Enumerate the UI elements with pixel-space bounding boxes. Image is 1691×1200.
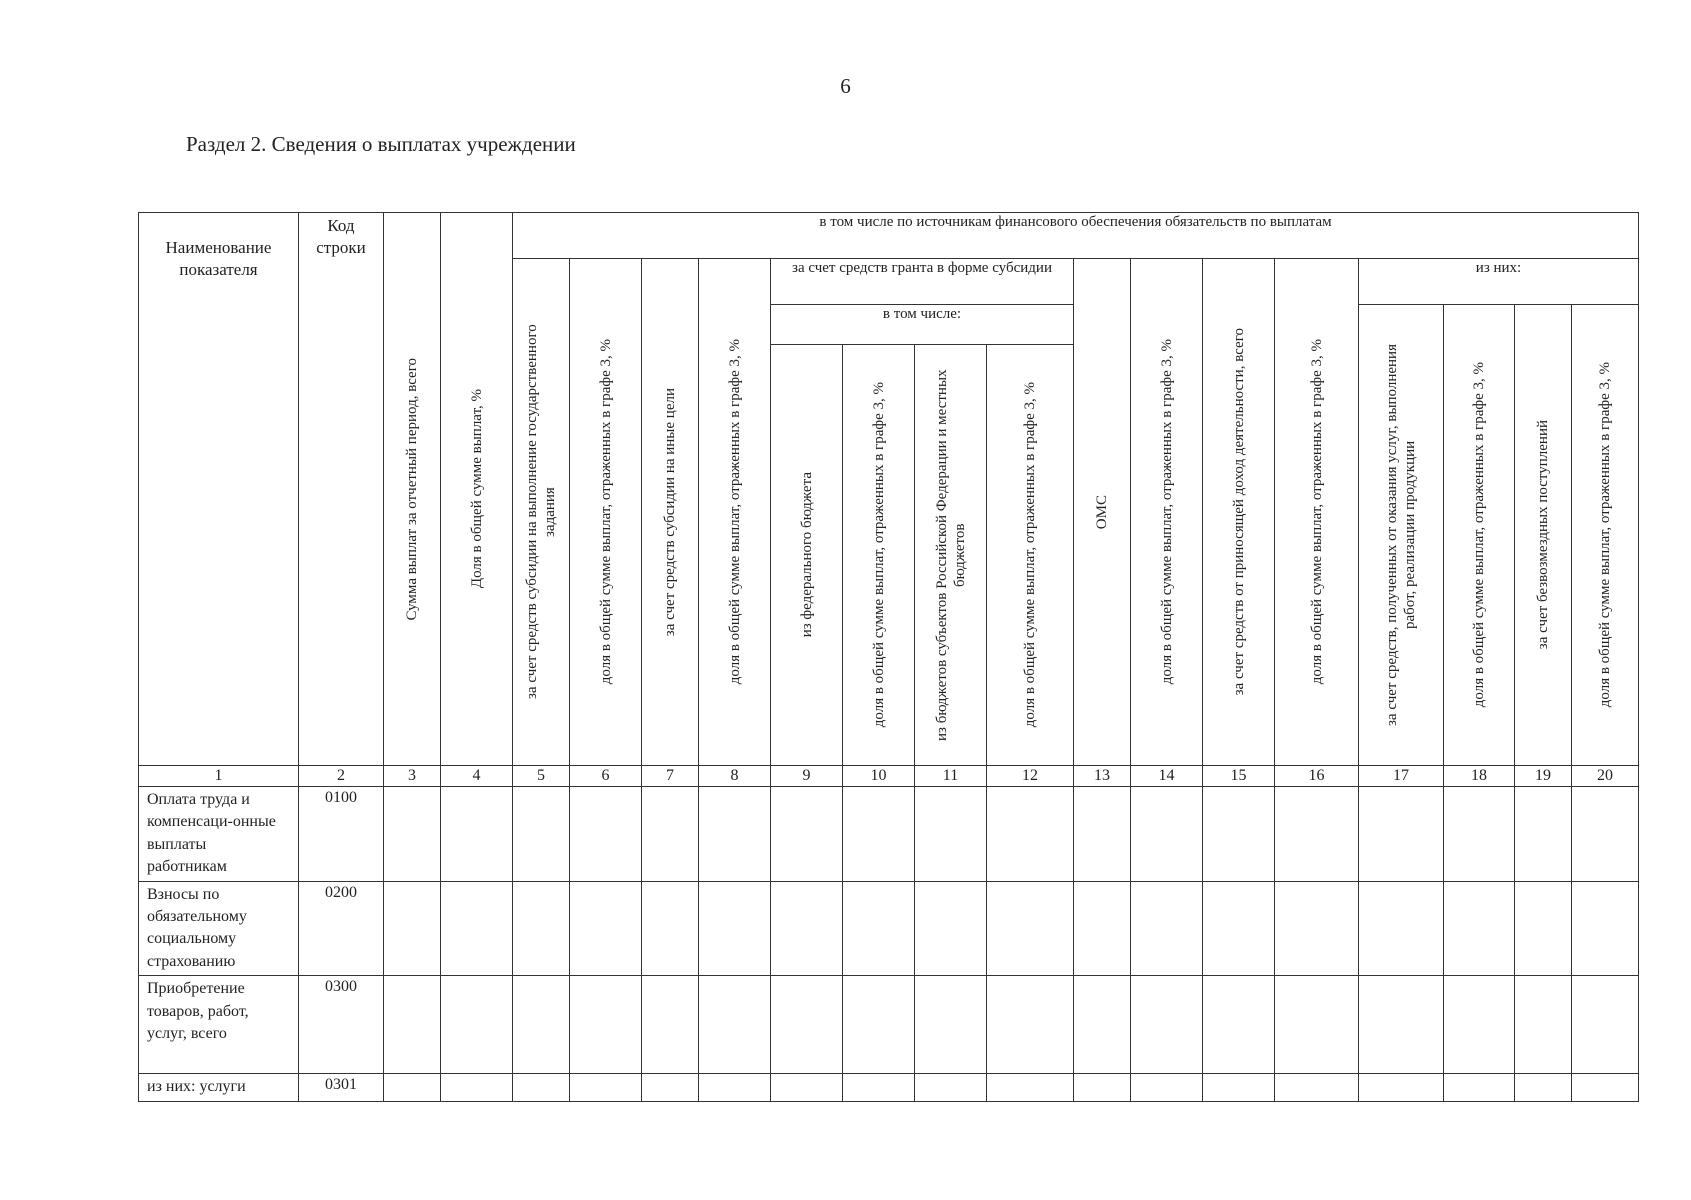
data-cell[interactable] bbox=[843, 976, 915, 1074]
column-number: 20 bbox=[1572, 766, 1639, 787]
column-number: 2 bbox=[299, 766, 384, 787]
table-row bbox=[139, 881, 1639, 976]
data-cell[interactable] bbox=[1074, 787, 1131, 882]
column-number: 13 bbox=[1074, 766, 1131, 787]
column-number-row bbox=[139, 766, 1639, 787]
data-cell[interactable] bbox=[1131, 1074, 1203, 1101]
column-number: 10 bbox=[843, 766, 915, 787]
data-cell[interactable] bbox=[1572, 787, 1639, 882]
header-col-14: доля в общей сумме выплат, отраженных в графе 3, % bbox=[1131, 259, 1203, 766]
header-col-7: за счет средств субсидии на иные цели bbox=[642, 259, 699, 766]
header-col-9: из федерального бюджета bbox=[771, 345, 843, 766]
data-cell[interactable] bbox=[1131, 881, 1203, 976]
data-cell[interactable] bbox=[513, 881, 570, 976]
data-cell[interactable] bbox=[987, 1074, 1074, 1101]
data-cell[interactable] bbox=[771, 787, 843, 882]
column-number: 12 bbox=[987, 766, 1074, 787]
header-col-13: ОМС bbox=[1074, 259, 1131, 766]
data-cell[interactable] bbox=[513, 787, 570, 882]
data-cell[interactable] bbox=[1359, 881, 1444, 976]
column-number: 7 bbox=[642, 766, 699, 787]
data-cell[interactable] bbox=[843, 1074, 915, 1101]
data-cell[interactable] bbox=[915, 881, 987, 976]
column-number: 8 bbox=[699, 766, 771, 787]
column-number: 6 bbox=[570, 766, 642, 787]
row-name: из них: услуги bbox=[139, 1074, 299, 1101]
row-code: 0301 bbox=[299, 1074, 384, 1101]
header-grant-sub: в том числе: bbox=[771, 305, 1074, 345]
data-cell[interactable] bbox=[699, 881, 771, 976]
data-cell[interactable] bbox=[915, 787, 987, 882]
data-cell[interactable] bbox=[1275, 881, 1359, 976]
data-cell[interactable] bbox=[1074, 881, 1131, 976]
data-cell[interactable] bbox=[570, 976, 642, 1074]
column-number: 16 bbox=[1275, 766, 1359, 787]
column-number: 3 bbox=[384, 766, 441, 787]
column-number: 17 bbox=[1359, 766, 1444, 787]
data-cell[interactable] bbox=[1515, 787, 1572, 882]
data-cell[interactable] bbox=[1515, 881, 1572, 976]
column-number: 4 bbox=[441, 766, 513, 787]
data-cell[interactable] bbox=[1203, 1074, 1275, 1101]
data-cell[interactable] bbox=[513, 976, 570, 1074]
data-cell[interactable] bbox=[771, 976, 843, 1074]
data-cell[interactable] bbox=[642, 976, 699, 1074]
column-number: 18 bbox=[1444, 766, 1515, 787]
data-cell[interactable] bbox=[1515, 976, 1572, 1074]
data-cell[interactable] bbox=[441, 1074, 513, 1101]
data-cell[interactable] bbox=[1275, 1074, 1359, 1101]
data-cell[interactable] bbox=[843, 881, 915, 976]
data-cell[interactable] bbox=[771, 1074, 843, 1101]
column-number: 11 bbox=[915, 766, 987, 787]
data-cell[interactable] bbox=[699, 787, 771, 882]
data-cell[interactable] bbox=[1444, 787, 1515, 882]
payments-table bbox=[138, 212, 1639, 1102]
data-cell[interactable] bbox=[915, 1074, 987, 1101]
data-cell[interactable] bbox=[699, 1074, 771, 1101]
row-code: 0100 bbox=[299, 787, 384, 882]
data-cell[interactable] bbox=[987, 787, 1074, 882]
header-row-code: Код строки bbox=[299, 213, 384, 766]
data-cell[interactable] bbox=[1131, 976, 1203, 1074]
data-cell[interactable] bbox=[987, 976, 1074, 1074]
row-code: 0300 bbox=[299, 976, 384, 1074]
header-indicator-name: Наименование показателя bbox=[139, 213, 299, 766]
row-name: Приобретение товаров, работ, услуг, всего bbox=[139, 976, 299, 1074]
header-col-16: доля в общей сумме выплат, отраженных в графе 3, % bbox=[1275, 259, 1359, 766]
page-number: 6 bbox=[840, 74, 851, 98]
data-cell[interactable] bbox=[1203, 881, 1275, 976]
data-cell[interactable] bbox=[384, 976, 441, 1074]
data-cell[interactable] bbox=[384, 881, 441, 976]
column-number: 1 bbox=[139, 766, 299, 787]
data-cell[interactable] bbox=[1444, 1074, 1515, 1101]
data-cell[interactable] bbox=[843, 787, 915, 882]
column-number: 19 bbox=[1515, 766, 1572, 787]
data-cell[interactable] bbox=[1359, 976, 1444, 1074]
data-cell[interactable] bbox=[1515, 1074, 1572, 1101]
header-col-20: доля в общей сумме выплат, отраженных в графе 3, % bbox=[1572, 305, 1639, 766]
header-sources-group: в том числе по источникам финансового обеспечения обязательств по выплатам bbox=[513, 213, 1639, 259]
table-row bbox=[139, 1074, 1639, 1101]
data-cell[interactable] bbox=[987, 881, 1074, 976]
header-col-4: Доля в общей сумме выплат, % bbox=[441, 213, 513, 766]
data-cell[interactable] bbox=[642, 787, 699, 882]
table-row bbox=[139, 976, 1639, 1074]
row-name: Взносы по обязательному социальному страхованию bbox=[139, 881, 299, 976]
table-row bbox=[139, 787, 1639, 882]
data-cell[interactable] bbox=[1444, 976, 1515, 1074]
header-col-19: за счет безвозмездных поступлений bbox=[1515, 305, 1572, 766]
data-cell[interactable] bbox=[1074, 976, 1131, 1074]
column-number: 15 bbox=[1203, 766, 1275, 787]
data-cell[interactable] bbox=[1572, 1074, 1639, 1101]
header-izn-group: из них: bbox=[1359, 259, 1639, 305]
data-cell[interactable] bbox=[699, 976, 771, 1074]
header-col-17: за счет средств, полученных от оказания услуг, выполнения работ, реализации продукции bbox=[1359, 305, 1444, 766]
data-cell[interactable] bbox=[1203, 976, 1275, 1074]
header-col-6: доля в общей сумме выплат, отраженных в графе 3, % bbox=[570, 259, 642, 766]
data-cell[interactable] bbox=[384, 1074, 441, 1101]
data-cell[interactable] bbox=[915, 976, 987, 1074]
data-cell[interactable] bbox=[771, 881, 843, 976]
header-col-3: Сумма выплат за отчетный период, всего bbox=[384, 213, 441, 766]
data-cell[interactable] bbox=[642, 1074, 699, 1101]
header-col-10: доля в общей сумме выплат, отраженных в графе 3, % bbox=[843, 345, 915, 766]
header-col-11: из бюджетов субъектов Российской Федерации и местных бюджетов bbox=[915, 345, 987, 766]
section-title: Раздел 2. Сведения о выплатах учреждении bbox=[186, 132, 576, 156]
header-grant-group: за счет средств гранта в форме субсидии bbox=[771, 259, 1074, 305]
data-cell[interactable] bbox=[441, 881, 513, 976]
data-cell[interactable] bbox=[384, 787, 441, 882]
column-number: 14 bbox=[1131, 766, 1203, 787]
data-cell[interactable] bbox=[1572, 976, 1639, 1074]
data-cell[interactable] bbox=[513, 1074, 570, 1101]
data-cell[interactable] bbox=[1359, 787, 1444, 882]
data-cell[interactable] bbox=[570, 1074, 642, 1101]
data-cell[interactable] bbox=[1275, 787, 1359, 882]
column-number: 5 bbox=[513, 766, 570, 787]
row-name: Оплата труда и компенсаци-онные выплаты работникам bbox=[139, 787, 299, 882]
data-cell[interactable] bbox=[1131, 787, 1203, 882]
column-number: 9 bbox=[771, 766, 843, 787]
header-col-12: доля в общей сумме выплат, отраженных в графе 3, % bbox=[987, 345, 1074, 766]
header-col-8: доля в общей сумме выплат, отраженных в графе 3, % bbox=[699, 259, 771, 766]
data-cell[interactable] bbox=[1359, 1074, 1444, 1101]
data-cell[interactable] bbox=[642, 881, 699, 976]
data-cell[interactable] bbox=[570, 881, 642, 976]
data-cell[interactable] bbox=[1572, 881, 1639, 976]
row-code: 0200 bbox=[299, 881, 384, 976]
data-cell[interactable] bbox=[1444, 881, 1515, 976]
data-cell[interactable] bbox=[441, 787, 513, 882]
header-col-5: за счет средств субсидии на выполнение государственного задания bbox=[513, 259, 570, 766]
data-cell[interactable] bbox=[1203, 787, 1275, 882]
data-cell[interactable] bbox=[1275, 976, 1359, 1074]
header-col-18: доля в общей сумме выплат, отраженных в графе 3, % bbox=[1444, 305, 1515, 766]
data-cell[interactable] bbox=[441, 976, 513, 1074]
data-cell[interactable] bbox=[1074, 1074, 1131, 1101]
data-cell[interactable] bbox=[570, 787, 642, 882]
header-col-15: за счет средств от приносящей доход деятельности, всего bbox=[1203, 259, 1275, 766]
